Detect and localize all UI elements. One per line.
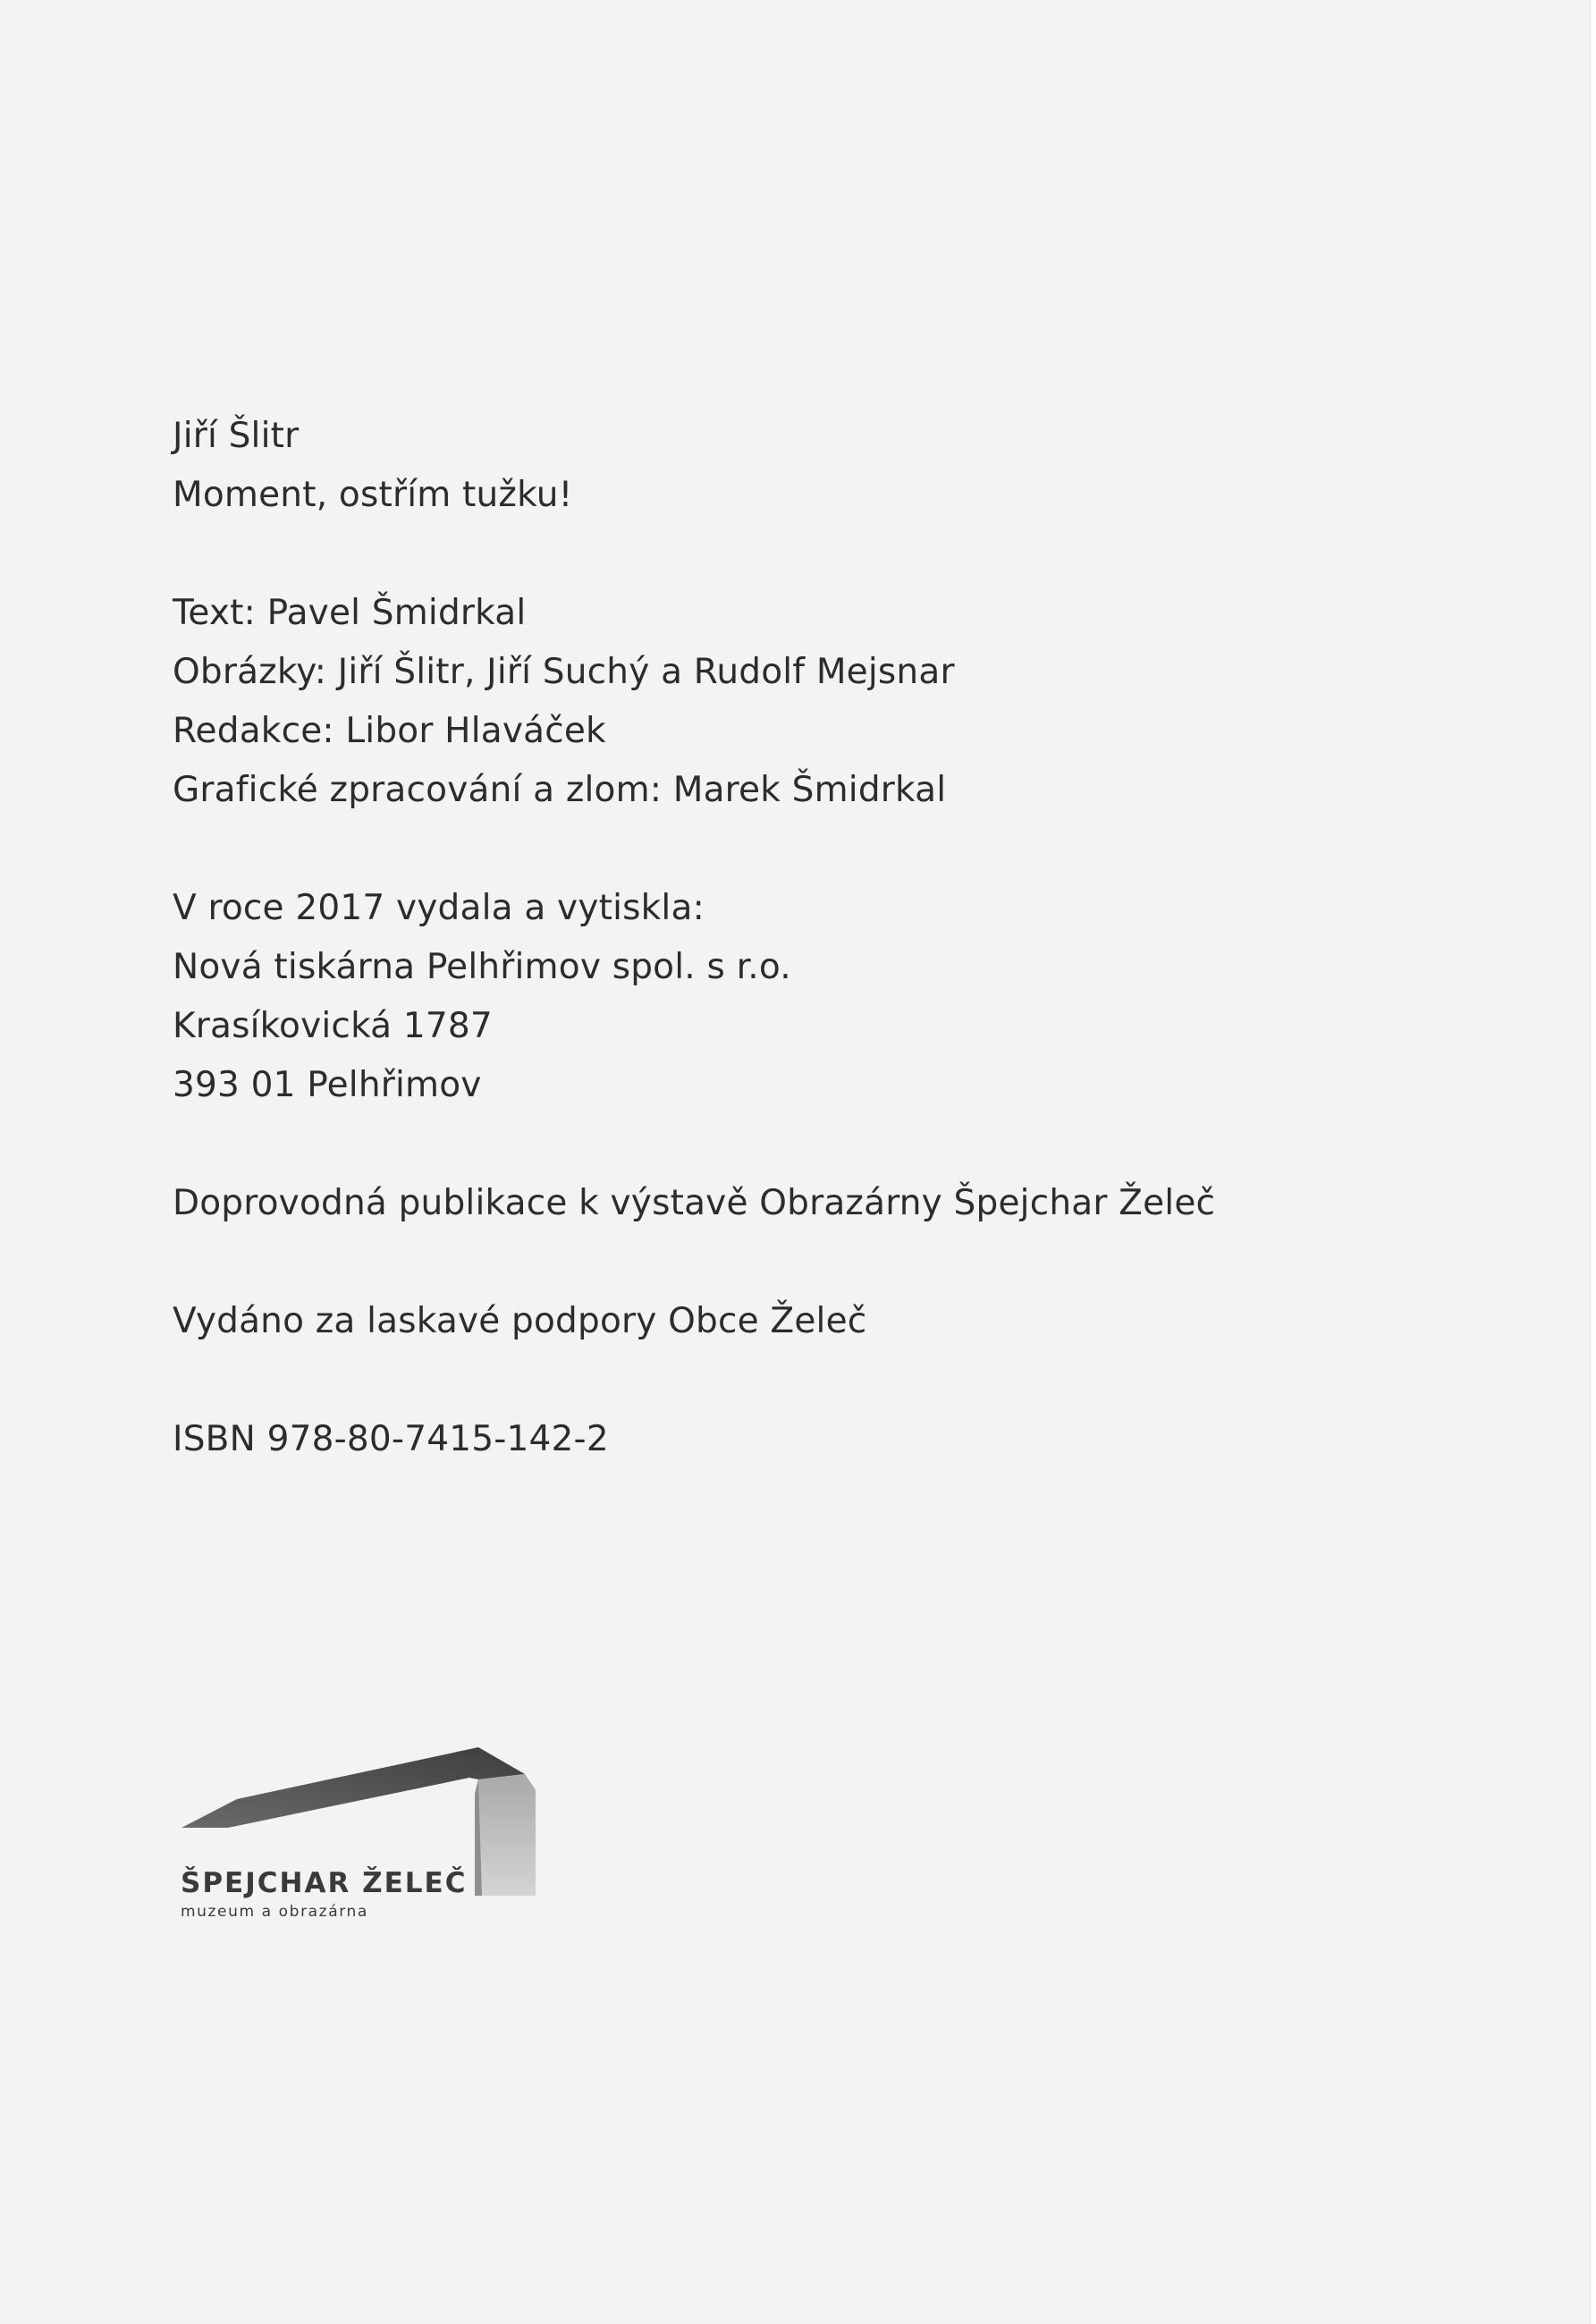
colophon [173,407,1424,1469]
roof-shape [182,1747,525,1828]
publisher-name: Nová tiskárna Pelhřimov spol. s r.o. [173,947,791,987]
credits-block [173,584,1424,820]
credit-layout: Grafické zpracování a zlom: Marek Šmidrkal [173,770,947,810]
logo-title: ŠPEJCHAR ŽELEČ [181,1867,468,1899]
spejchar-logo [174,1737,550,1929]
credit-text: Text: Pavel Šmidrkal [173,593,527,633]
publisher-city: 393 01 Pelhřimov [173,1065,482,1105]
support-note: Vydáno za laskavé podpory Obce Želeč [173,1301,867,1341]
title-block [173,407,1424,525]
credit-illustrations: Obrázky: Jiří Šlitr, Jiří Suchý a Rudolf Mejsnar [173,652,955,692]
isbn: ISBN 978-80-7415-142-2 [173,1419,609,1459]
logo-subtitle: muzeum a obrazárna [181,1903,368,1921]
publisher-year: V roce 2017 vydala a vytiskla: [173,888,705,928]
exhibition-note: Doprovodná publikace k výstavě Obrazárny Špejchar Želeč [173,1183,1216,1223]
publisher-street: Krasíkovická 1787 [173,1006,493,1046]
book-title: Moment, ostřím tužku! [173,475,573,515]
author-name: Jiří Šlitr [173,416,300,456]
gable-wall-shape [475,1774,536,1896]
page-edge [1590,0,1596,2324]
credit-editor: Redakce: Libor Hlaváček [173,711,606,751]
publisher-block [173,879,1424,1115]
